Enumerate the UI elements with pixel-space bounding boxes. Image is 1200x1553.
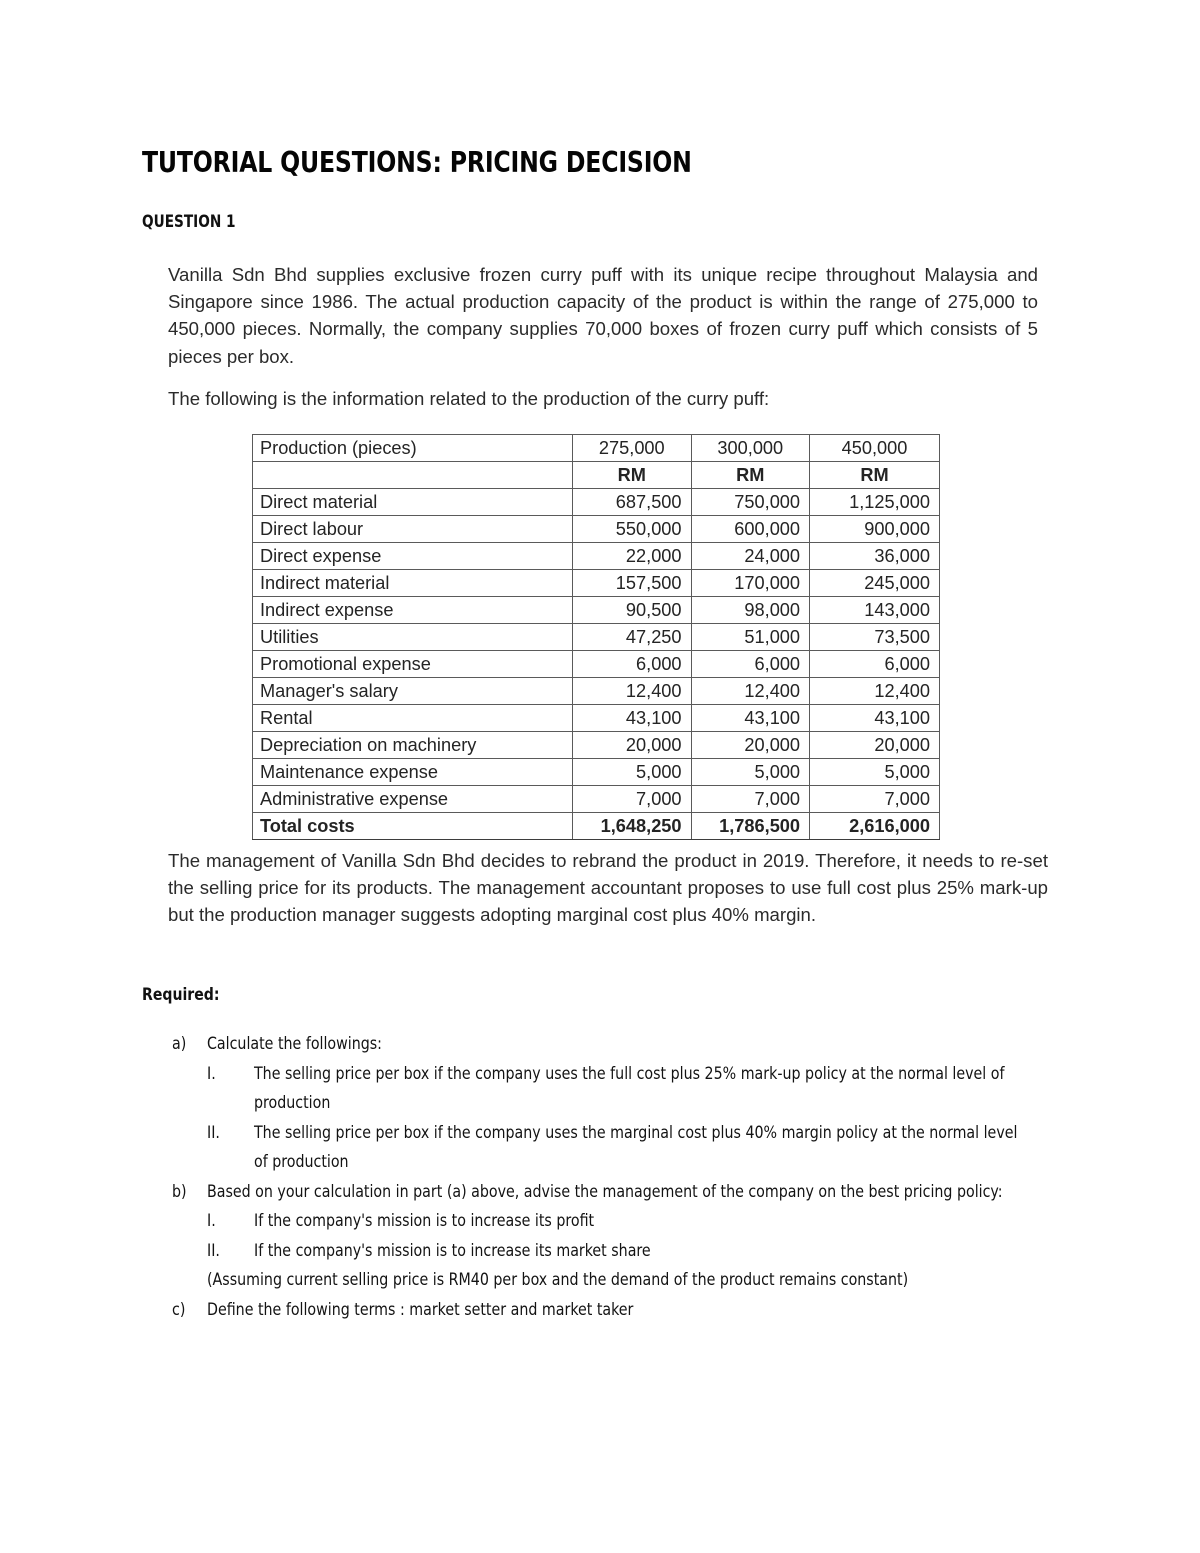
required-list: [142, 1030, 1082, 1325]
table-cell-value: 157,500: [573, 570, 692, 597]
required-item-marker: a): [172, 1034, 187, 1054]
table-cell-value: 6,000: [573, 651, 692, 678]
table-cell-value: 550,000: [573, 516, 692, 543]
table-cell-value: 143,000: [810, 597, 940, 624]
table-cell-value: 5,000: [810, 759, 940, 786]
table-cell-value: 90,500: [573, 597, 692, 624]
table-column-header: 300,000: [691, 435, 810, 462]
table-row: [253, 678, 940, 705]
table-cell-value: 1,125,000: [810, 489, 940, 516]
required-item: [172, 1178, 1082, 1208]
table-lead-in-paragraph: The following is the information related to the production of the curry puff:: [168, 388, 770, 409]
table-cell-value: 20,000: [810, 732, 940, 759]
table-cell-value: 43,100: [810, 705, 940, 732]
table-cell-value: 98,000: [691, 597, 810, 624]
required-subitem-marker: I.: [207, 1063, 216, 1084]
table-cell-value: 7,000: [691, 786, 810, 813]
required-item-marker: b): [172, 1181, 187, 1202]
table-row: [253, 489, 940, 516]
table-total-value: 1,648,250: [573, 813, 692, 840]
table-total-row: [253, 813, 940, 840]
table-currency-cell: RM: [573, 462, 692, 489]
table-cell-value: 12,400: [573, 678, 692, 705]
table-row: [253, 651, 940, 678]
table-total-value: 1,786,500: [691, 813, 810, 840]
page-title: TUTORIAL QUESTIONS: PRICING DECISION: [142, 146, 692, 179]
table-row: [253, 786, 940, 813]
required-item: [172, 1030, 1082, 1060]
question-label: QUESTION 1: [142, 212, 236, 231]
production-cost-table: [252, 434, 940, 840]
table-row-label: Indirect material: [253, 570, 573, 597]
table-cell-value: 6,000: [691, 651, 810, 678]
table-row-label: Rental: [253, 705, 573, 732]
table-cell-value: 7,000: [573, 786, 692, 813]
table-currency-cell: RM: [691, 462, 810, 489]
table-header-row: [253, 435, 940, 462]
required-subitem: [207, 1207, 1082, 1237]
required-heading: Required:: [142, 985, 220, 1005]
management-paragraph: The management of Vanilla Sdn Bhd decides to rebrand the product in 2019. Therefore, it needs to re-set the selling price for its products. The management accountant proposes to use full cost plus 25% mark-up but the production manager suggests adopting marginal cost plus 40% margin.: [168, 850, 1048, 926]
table-cell-value: 36,000: [810, 543, 940, 570]
table-row: [253, 705, 940, 732]
table-currency-blank-cell: [253, 462, 573, 489]
required-item-text: Based on your calculation in part (a) above, advise the management of the company on the best pricing policy:: [207, 1181, 1003, 1202]
table-cell-value: 24,000: [691, 543, 810, 570]
required-item-text: Calculate the followings:: [207, 1034, 382, 1054]
table-cell-value: 6,000: [810, 651, 940, 678]
table-cell-value: 43,100: [573, 705, 692, 732]
table-row: [253, 624, 940, 651]
table-column-header: 275,000: [573, 435, 692, 462]
table-row: [253, 516, 940, 543]
table-cell-value: 12,400: [810, 678, 940, 705]
table-cell-value: 12,400: [691, 678, 810, 705]
table-row-label: Direct material: [253, 489, 573, 516]
table-row: [253, 570, 940, 597]
required-subitem: [207, 1119, 1082, 1178]
table-row-header-label: Production (pieces): [253, 435, 573, 462]
table-row-label: Direct expense: [253, 543, 573, 570]
table-row-label: Utilities: [253, 624, 573, 651]
table-row: [253, 597, 940, 624]
table-cell-value: 245,000: [810, 570, 940, 597]
required-subitem: [207, 1237, 1082, 1267]
table-cell-value: 750,000: [691, 489, 810, 516]
table-row-label: Manager's salary: [253, 678, 573, 705]
table-cell-value: 47,250: [573, 624, 692, 651]
required-subitem-marker: II.: [207, 1240, 220, 1261]
table-row-label: Administrative expense: [253, 786, 573, 813]
table-total-value: 2,616,000: [810, 813, 940, 840]
table-column-header: 450,000: [810, 435, 940, 462]
table-row: [253, 543, 940, 570]
table-currency-cell: RM: [810, 462, 940, 489]
table-row-label: Depreciation on machinery: [253, 732, 573, 759]
table-row-label: Promotional expense: [253, 651, 573, 678]
required-item-note: (Assuming current selling price is RM40 per box and the demand of the product remains constant): [207, 1270, 909, 1290]
table-cell-value: 22,000: [573, 543, 692, 570]
table-cell-value: 20,000: [691, 732, 810, 759]
required-item: [172, 1296, 1082, 1326]
required-item-text: Define the following terms : market setter and market taker: [207, 1299, 634, 1320]
table-total-label: Total costs: [253, 813, 573, 840]
required-subitem: [207, 1060, 1082, 1119]
required-subitem-text: The selling price per box if the company uses the full cost plus 25% mark-up policy at the normal level of production: [254, 1063, 1005, 1113]
required-subitem-marker: II.: [207, 1122, 220, 1143]
table-cell-value: 7,000: [810, 786, 940, 813]
required-subitem-marker: I.: [207, 1211, 216, 1231]
table-cell-value: 20,000: [573, 732, 692, 759]
required-subitem-text: If the company's mission is to increase its market share: [254, 1240, 651, 1261]
table-cell-value: 51,000: [691, 624, 810, 651]
table-row-label: Maintenance expense: [253, 759, 573, 786]
table-cell-value: 5,000: [573, 759, 692, 786]
table-row-label: Direct labour: [253, 516, 573, 543]
table-cell-value: 687,500: [573, 489, 692, 516]
required-item-marker: c): [172, 1299, 186, 1320]
required-subitem-text: The selling price per box if the company uses the marginal cost plus 40% margin policy at the normal level of production: [254, 1122, 1018, 1172]
table-cell-value: 600,000: [691, 516, 810, 543]
required-subitem-text: If the company's mission is to increase its profit: [254, 1211, 595, 1231]
table-cell-value: 5,000: [691, 759, 810, 786]
table-currency-row: [253, 462, 940, 489]
table-cell-value: 43,100: [691, 705, 810, 732]
table-cell-value: 73,500: [810, 624, 940, 651]
table-row: [253, 759, 940, 786]
table-row-label: Indirect expense: [253, 597, 573, 624]
table-cell-value: 900,000: [810, 516, 940, 543]
table-cell-value: 170,000: [691, 570, 810, 597]
intro-paragraph: Vanilla Sdn Bhd supplies exclusive frozen curry puff with its unique recipe throughout Malaysia and Singapore since 1986. The actual production capacity of the product is within the range of 275,000 to 450,000 pieces. Normally, the company supplies 70,000 boxes of frozen curry puff which consists of 5 pieces per box.: [168, 264, 1038, 367]
table-row: [253, 732, 940, 759]
